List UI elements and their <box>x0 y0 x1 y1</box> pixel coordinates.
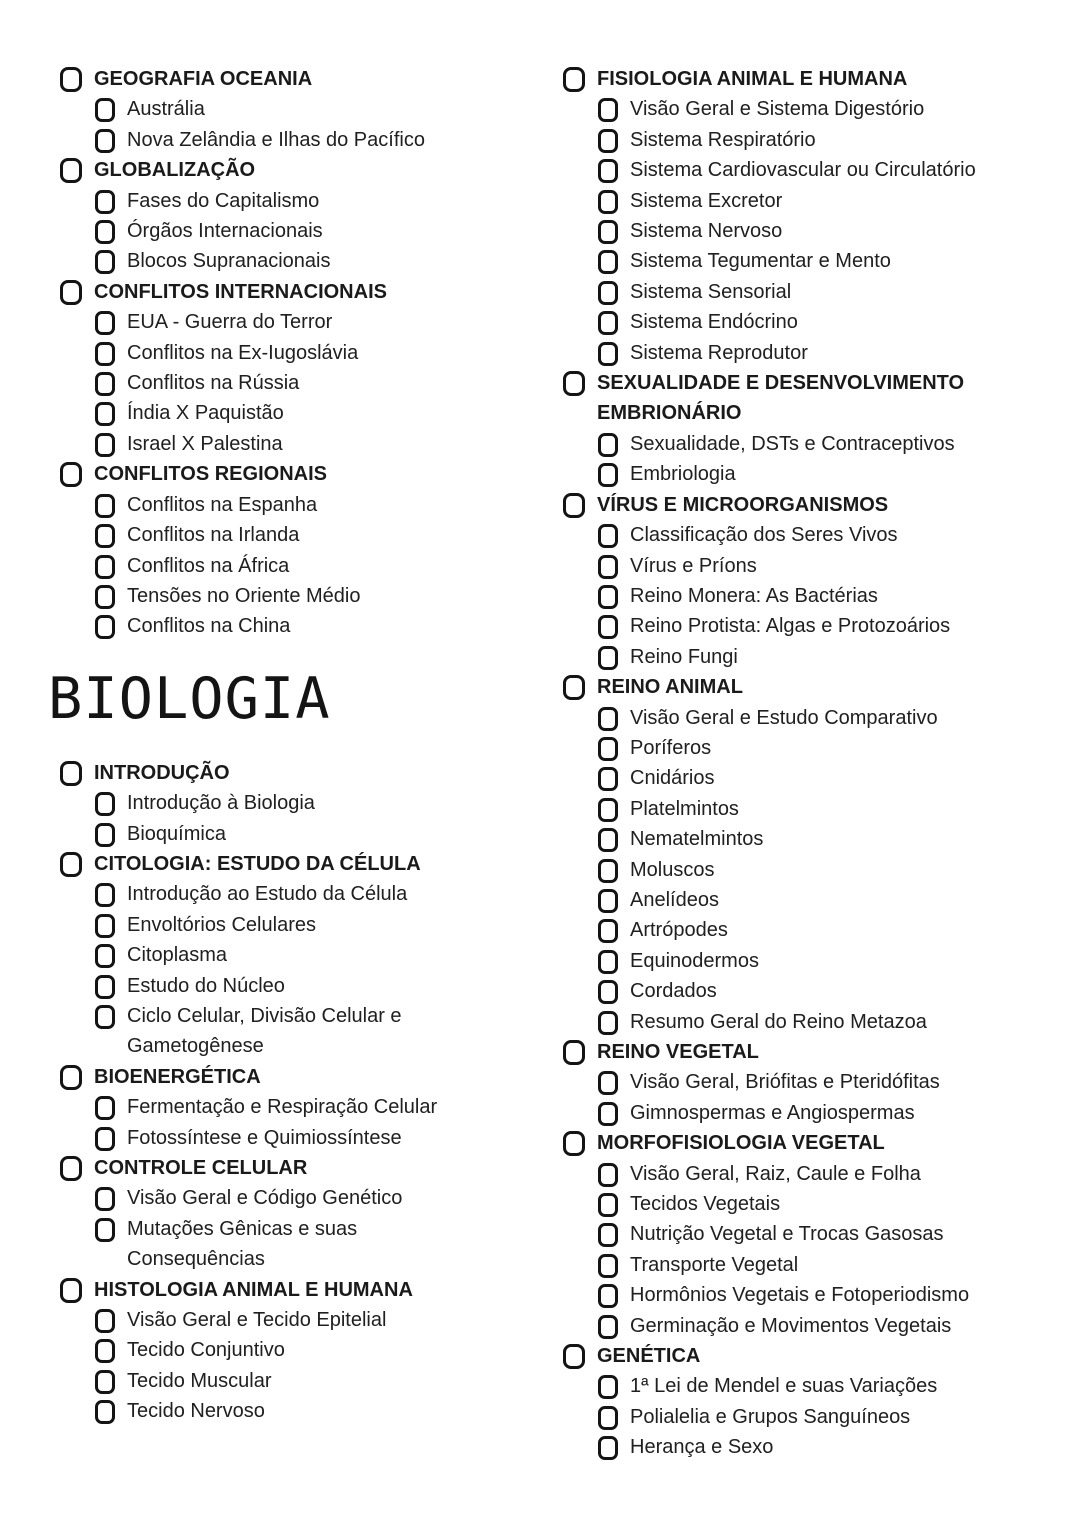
checkbox-unchecked-icon[interactable] <box>95 129 115 153</box>
topic-group-morfofisiologia-vegetal <box>563 1128 1052 1341</box>
topic-group-conflitos-regionais <box>60 459 563 641</box>
checklist-item-label: Tecido Muscular <box>127 1369 272 1392</box>
checkbox-unchecked-icon[interactable] <box>95 433 115 457</box>
group-title: BIOENERGÉTICA <box>94 1065 261 1088</box>
checkbox-unchecked-icon[interactable] <box>95 1005 115 1029</box>
checklist-item-row <box>563 1098 1052 1128</box>
checkbox-unchecked-icon[interactable] <box>95 250 115 274</box>
group-title: SEXUALIDADE E DESENVOLVIMENTO EMBRIONÁRIO <box>597 372 965 425</box>
checklist-item-row <box>60 1305 563 1335</box>
checklist-item-row <box>563 611 1052 641</box>
checklist-item-row <box>563 581 1052 611</box>
checkbox-unchecked-icon[interactable] <box>598 859 618 883</box>
topic-group-bioenergetica <box>60 1062 563 1153</box>
checklist-item-label: Sexualidade, DSTs e Contraceptivos <box>630 432 955 455</box>
checklist-item-row <box>60 186 563 216</box>
checkbox-unchecked-icon[interactable] <box>95 342 115 366</box>
topic-group-introducao <box>60 758 563 849</box>
checklist-item-label: Resumo Geral do Reino Metazoa <box>630 1010 927 1033</box>
checkbox-unchecked-icon[interactable] <box>598 250 618 274</box>
checklist-item-label: Conflitos na Irlanda <box>127 524 300 547</box>
checklist-item-label: Germinação e Movimentos Vegetais <box>630 1314 952 1337</box>
checkbox-unchecked-icon[interactable] <box>598 1071 618 1095</box>
checklist-item-row <box>563 459 1052 489</box>
checkbox-unchecked-icon[interactable] <box>598 281 618 305</box>
checkbox-unchecked-icon[interactable] <box>60 761 82 786</box>
checklist-item-row <box>563 885 1052 915</box>
checkbox-unchecked-icon[interactable] <box>598 707 618 731</box>
checklist-item-row <box>60 520 563 550</box>
checkbox-unchecked-icon[interactable] <box>95 98 115 122</box>
checkbox-unchecked-icon[interactable] <box>598 1011 618 1035</box>
checklist-item-row <box>563 125 1052 155</box>
checklist-item-row <box>563 824 1052 854</box>
checklist-item-row <box>563 246 1052 276</box>
checklist-item-row <box>563 520 1052 550</box>
checkbox-unchecked-icon[interactable] <box>95 190 115 214</box>
checkbox-unchecked-icon[interactable] <box>95 524 115 548</box>
checklist-column-right <box>563 64 1052 1526</box>
checkbox-unchecked-icon[interactable] <box>95 1400 115 1424</box>
checklist-item-row <box>563 216 1052 246</box>
group-title-row <box>563 64 1052 94</box>
checklist-item-label: Conflitos na Rússia <box>127 372 300 395</box>
group-title-row <box>563 490 1052 520</box>
checkbox-unchecked-icon[interactable] <box>598 646 618 670</box>
checklist-item-label: Fases do Capitalismo <box>127 189 320 212</box>
checklist-item-label: EUA - Guerra do Terror <box>127 311 333 334</box>
checkbox-unchecked-icon[interactable] <box>95 311 115 335</box>
topic-group-geografia-oceania <box>60 64 563 155</box>
checklist-item-label: Equinodermos <box>630 949 759 972</box>
checkbox-unchecked-icon[interactable] <box>598 342 618 366</box>
checklist-item-row <box>60 1366 563 1396</box>
checklist-item-label: Mutações Gênicas e suas Consequências <box>127 1217 358 1271</box>
checklist-item-row <box>60 216 563 246</box>
checklist-item-row <box>563 186 1052 216</box>
group-title-row <box>60 155 563 185</box>
topic-group-virus-e-microorganismos <box>563 490 1052 672</box>
checklist-item-row <box>60 1001 563 1062</box>
checkbox-unchecked-icon[interactable] <box>598 463 618 487</box>
checkbox-unchecked-icon[interactable] <box>598 524 618 548</box>
group-title: INTRODUÇÃO <box>94 761 230 784</box>
checkbox-unchecked-icon[interactable] <box>95 1127 115 1151</box>
checkbox-unchecked-icon[interactable] <box>598 220 618 244</box>
group-title-row <box>563 1128 1052 1158</box>
group-title-row <box>60 758 563 788</box>
checkbox-unchecked-icon[interactable] <box>598 767 618 791</box>
checklist-item-row <box>60 1092 563 1122</box>
checkbox-unchecked-icon[interactable] <box>598 1102 618 1126</box>
checkbox-unchecked-icon[interactable] <box>60 1278 82 1303</box>
group-title: GLOBALIZAÇÃO <box>94 159 256 182</box>
checkbox-unchecked-icon[interactable] <box>598 889 618 913</box>
checklist-item-row <box>563 1159 1052 1189</box>
group-title: CITOLOGIA: ESTUDO DA CÉLULA <box>94 852 421 875</box>
checklist-item-label: Hormônios Vegetais e Fotoperiodismo <box>630 1284 970 1307</box>
checklist-item-label: Gimnospermas e Angiospermas <box>630 1101 915 1124</box>
checklist-item-label: Nova Zelândia e Ilhas do Pacífico <box>127 128 425 151</box>
checkbox-unchecked-icon[interactable] <box>60 1065 82 1090</box>
group-title: FISIOLOGIA ANIMAL E HUMANA <box>597 68 908 90</box>
checkbox-unchecked-icon[interactable] <box>95 1309 115 1333</box>
group-title-row <box>60 1062 563 1092</box>
checklist-item-label: Tecidos Vegetais <box>630 1193 781 1216</box>
checklist-item-row <box>60 94 563 124</box>
group-title: CONTROLE CELULAR <box>94 1157 308 1179</box>
checkbox-unchecked-icon[interactable] <box>598 950 618 974</box>
checkbox-unchecked-icon[interactable] <box>598 615 618 639</box>
checklist-item-row <box>563 1402 1052 1432</box>
checklist-item-row <box>563 1007 1052 1037</box>
checklist-item-label: Visão Geral e Estudo Comparativo <box>630 706 938 729</box>
group-title: GENÉTICA <box>597 1345 701 1368</box>
checklist-item-row <box>60 490 563 520</box>
checklist-item-label: Ciclo Celular, Divisão Celular e Gametogênese <box>127 1004 402 1058</box>
checkbox-unchecked-icon[interactable] <box>563 1344 585 1369</box>
checklist-item-row <box>60 1396 563 1426</box>
checklist-item-label: Sistema Endócrino <box>630 311 798 334</box>
checklist-item-label: Vírus e Príons <box>630 554 757 577</box>
checkbox-unchecked-icon[interactable] <box>598 1315 618 1339</box>
checklist-item-label: Anelídeos <box>630 888 719 911</box>
checkbox-unchecked-icon[interactable] <box>60 1156 82 1181</box>
checkbox-unchecked-icon[interactable] <box>598 1406 618 1430</box>
checklist-item-label: Sistema Excretor <box>630 189 783 212</box>
checkbox-unchecked-icon[interactable] <box>598 1436 618 1460</box>
checklist-item-row <box>60 246 563 276</box>
checkbox-unchecked-icon[interactable] <box>95 823 115 847</box>
checkbox-unchecked-icon[interactable] <box>598 159 618 183</box>
checkbox-unchecked-icon[interactable] <box>95 944 115 968</box>
checkbox-unchecked-icon[interactable] <box>95 555 115 579</box>
checklist-item-label: Transporte Vegetal <box>630 1253 799 1276</box>
checkbox-unchecked-icon[interactable] <box>95 883 115 907</box>
checklist-item-row <box>563 1067 1052 1097</box>
checkbox-unchecked-icon[interactable] <box>598 555 618 579</box>
group-title: REINO VEGETAL <box>597 1041 759 1063</box>
checkbox-unchecked-icon[interactable] <box>60 852 82 877</box>
group-title-row <box>60 849 563 879</box>
topic-group-citologia-estudo-da-celula <box>60 849 563 1062</box>
checklist-item-row <box>563 277 1052 307</box>
checklist-item-label: Cordados <box>630 980 717 1003</box>
group-title-row <box>563 368 1052 429</box>
checkbox-unchecked-icon[interactable] <box>95 792 115 816</box>
checklist-item-label: Reino Fungi <box>630 645 738 668</box>
checkbox-unchecked-icon[interactable] <box>563 1131 585 1156</box>
checklist-item-label: Sistema Tegumentar e Mento <box>630 250 891 273</box>
checklist-item-label: Índia X Paquistão <box>127 402 284 425</box>
checklist-item-row <box>563 642 1052 672</box>
checkbox-unchecked-icon[interactable] <box>598 1163 618 1187</box>
checkbox-unchecked-icon[interactable] <box>60 158 82 183</box>
checkbox-unchecked-icon[interactable] <box>95 494 115 518</box>
checklist-item-row <box>60 819 563 849</box>
checklist-item-row <box>60 581 563 611</box>
checkbox-unchecked-icon[interactable] <box>598 737 618 761</box>
topic-group-reino-animal <box>563 672 1052 1037</box>
checklist-item-row <box>563 794 1052 824</box>
group-title: MORFOFISIOLOGIA VEGETAL <box>597 1132 885 1155</box>
checklist-item-row <box>563 733 1052 763</box>
checklist-item-row <box>60 971 563 1001</box>
checklist-item-row <box>60 1335 563 1365</box>
checklist-item-row <box>60 1123 563 1153</box>
checklist-item-label: Nutrição Vegetal e Trocas Gasosas <box>630 1223 944 1246</box>
checklist-item-label: Bioquímica <box>127 822 226 845</box>
checklist-item-row <box>60 879 563 909</box>
checklist-item-label: Visão Geral, Raiz, Caule e Folha <box>630 1162 921 1185</box>
checklist-item-row <box>563 976 1052 1006</box>
checklist-item-row <box>563 946 1052 976</box>
checkbox-unchecked-icon[interactable] <box>598 919 618 943</box>
checklist-item-row <box>563 551 1052 581</box>
checkbox-unchecked-icon[interactable] <box>563 493 585 518</box>
checkbox-unchecked-icon[interactable] <box>95 1370 115 1394</box>
group-title-row <box>60 277 563 307</box>
checkbox-unchecked-icon[interactable] <box>95 914 115 938</box>
checkbox-unchecked-icon[interactable] <box>598 980 618 1004</box>
checkbox-unchecked-icon[interactable] <box>598 798 618 822</box>
checklist-item-row <box>563 703 1052 733</box>
checklist-item-label: Tecido Conjuntivo <box>127 1339 285 1362</box>
checklist-item-label: Conflitos na Espanha <box>127 493 318 516</box>
checklist-item-row <box>60 551 563 581</box>
checkbox-unchecked-icon[interactable] <box>598 98 618 122</box>
checklist-item-row <box>60 338 563 368</box>
checkbox-unchecked-icon[interactable] <box>598 1223 618 1247</box>
group-title-row <box>60 1153 563 1183</box>
checklist-item-row <box>563 915 1052 945</box>
checklist-item-label: Sistema Sensorial <box>630 280 792 303</box>
checkbox-unchecked-icon[interactable] <box>563 371 585 396</box>
checklist-item-row <box>563 1250 1052 1280</box>
checklist-item-label: Sistema Respiratório <box>630 128 816 151</box>
checkbox-unchecked-icon[interactable] <box>563 675 585 700</box>
group-title-row <box>563 672 1052 702</box>
checklist-item-row <box>60 398 563 428</box>
checklist-item-label: Embriologia <box>630 463 736 486</box>
checklist-item-row <box>563 1311 1052 1341</box>
checklist-item-row <box>563 855 1052 885</box>
checklist-item-label: Conflitos na África <box>127 554 290 577</box>
checkbox-unchecked-icon[interactable] <box>598 828 618 852</box>
topic-group-genetica <box>563 1341 1052 1463</box>
topic-group-controle-celular <box>60 1153 563 1275</box>
checkbox-unchecked-icon[interactable] <box>598 129 618 153</box>
checklist-item-label: Polialelia e Grupos Sanguíneos <box>630 1405 911 1428</box>
checklist-item-label: Conflitos na Ex-Iugoslávia <box>127 341 359 364</box>
checklist-item-label: Órgãos Internacionais <box>127 220 323 243</box>
checklist-item-label: Fotossíntese e Quimiossíntese <box>127 1126 402 1149</box>
section-heading-biologia: BIOLOGIA <box>48 665 331 732</box>
checklist-item-row <box>60 125 563 155</box>
group-title: HISTOLOGIA ANIMAL E HUMANA <box>94 1278 413 1301</box>
checklist-item-label: Reino Protista: Algas e Protozoários <box>630 615 951 638</box>
checkbox-unchecked-icon[interactable] <box>60 280 82 305</box>
checklist-item-label: Visão Geral e Código Genético <box>127 1187 403 1210</box>
group-title-row <box>60 64 563 94</box>
group-title: GEOGRAFIA OCEANIA <box>94 68 313 90</box>
checklist-item-row <box>60 1214 563 1275</box>
checklist-item-label: Fermentação e Respiração Celular <box>127 1096 438 1119</box>
checklist-column-left <box>48 64 563 1526</box>
checklist-item-label: Blocos Supranacionais <box>127 250 331 273</box>
group-title-row <box>563 1341 1052 1371</box>
checklist-item-label: Herança e Sexo <box>630 1436 774 1459</box>
group-title: CONFLITOS INTERNACIONAIS <box>94 280 387 303</box>
checklist-item-label: Israel X Palestina <box>127 432 283 455</box>
checklist-item-row <box>60 368 563 398</box>
checklist-item-label: Visão Geral e Sistema Digestório <box>630 98 925 121</box>
checklist-item-row <box>563 1432 1052 1462</box>
checklist-item-row <box>60 910 563 940</box>
checklist-item-label: Artrópodes <box>630 919 728 942</box>
checklist-item-label: Nematelmintos <box>630 828 764 851</box>
checkbox-unchecked-icon[interactable] <box>60 67 82 92</box>
checkbox-unchecked-icon[interactable] <box>95 585 115 609</box>
checklist-item-label: Citoplasma <box>127 944 228 967</box>
checklist-item-row <box>563 338 1052 368</box>
checklist-item-label: Visão Geral e Tecido Epitelial <box>127 1309 387 1332</box>
checklist-item-label: Sistema Reprodutor <box>630 341 808 364</box>
checklist-item-row <box>563 429 1052 459</box>
topic-group-histologia-animal-e-humana <box>60 1275 563 1427</box>
checkbox-unchecked-icon[interactable] <box>60 462 82 487</box>
checklist-item-label: Estudo do Núcleo <box>127 974 285 997</box>
checklist-item-label: Moluscos <box>630 858 715 881</box>
checkbox-unchecked-icon[interactable] <box>95 1218 115 1242</box>
checklist-item-label: Sistema Cardiovascular ou Circulatório <box>630 159 976 182</box>
checklist-item-label: Austrália <box>127 98 205 121</box>
checkbox-unchecked-icon[interactable] <box>598 585 618 609</box>
checklist-item-row <box>60 940 563 970</box>
checklist-item-row <box>60 307 563 337</box>
checklist-item-label: Introdução à Biologia <box>127 792 315 815</box>
checklist-item-row <box>563 763 1052 793</box>
checkbox-unchecked-icon[interactable] <box>598 311 618 335</box>
checklist-item-label: Envoltórios Celulares <box>127 913 316 936</box>
checklist-item-row <box>563 1219 1052 1249</box>
checklist-item-label: Poríferos <box>630 736 712 759</box>
checklist-item-label: Cnidários <box>630 767 715 790</box>
checklist-item-row <box>563 1371 1052 1401</box>
checklist-item-row <box>60 429 563 459</box>
checklist-item-label: Tecido Nervoso <box>127 1400 265 1423</box>
group-title: REINO ANIMAL <box>597 676 743 699</box>
group-title: CONFLITOS REGIONAIS <box>94 463 327 486</box>
checkbox-unchecked-icon[interactable] <box>95 615 115 639</box>
checklist-item-row <box>563 1189 1052 1219</box>
checklist-item-label: Tensões no Oriente Médio <box>127 584 361 607</box>
checklist-item-label: Sistema Nervoso <box>630 220 783 243</box>
checklist-item-label: Classificação dos Seres Vivos <box>630 524 898 547</box>
checkbox-unchecked-icon[interactable] <box>95 1096 115 1120</box>
checklist-item-row <box>563 94 1052 124</box>
checkbox-unchecked-icon[interactable] <box>95 220 115 244</box>
checkbox-unchecked-icon[interactable] <box>95 402 115 426</box>
checklist-item-row <box>60 1183 563 1213</box>
checkbox-unchecked-icon[interactable] <box>95 975 115 999</box>
topic-group-globalizacao <box>60 155 563 277</box>
checkbox-unchecked-icon[interactable] <box>598 1284 618 1308</box>
checklist-item-label: Introdução ao Estudo da Célula <box>127 883 408 906</box>
group-title-row <box>563 1037 1052 1067</box>
checklist-item-label: Visão Geral, Briófitas e Pteridófitas <box>630 1071 940 1094</box>
topic-group-sexualidade-e-desenvolvimento-embrionari <box>563 368 1052 490</box>
group-title-row <box>60 459 563 489</box>
checkbox-unchecked-icon[interactable] <box>598 1254 618 1278</box>
checkbox-unchecked-icon[interactable] <box>598 1375 618 1399</box>
checkbox-unchecked-icon[interactable] <box>598 1193 618 1217</box>
group-title-row <box>60 1275 563 1305</box>
checklist-item-row <box>60 611 563 641</box>
topic-group-reino-vegetal <box>563 1037 1052 1128</box>
checklist-item-row <box>563 307 1052 337</box>
checklist-item-row <box>563 1280 1052 1310</box>
checklist-item-row <box>563 155 1052 185</box>
checklist-item-row <box>60 788 563 818</box>
checkbox-unchecked-icon[interactable] <box>95 1339 115 1363</box>
checklist-item-label: Platelmintos <box>630 797 739 820</box>
checkbox-unchecked-icon[interactable] <box>95 372 115 396</box>
checkbox-unchecked-icon[interactable] <box>563 1040 585 1065</box>
topic-group-conflitos-internacionais <box>60 277 563 459</box>
checklist-item-label: 1ª Lei de Mendel e suas Variações <box>630 1375 938 1398</box>
checklist-item-label: Conflitos na China <box>127 615 291 638</box>
checkbox-unchecked-icon[interactable] <box>95 1187 115 1211</box>
checkbox-unchecked-icon[interactable] <box>598 433 618 457</box>
group-title: VÍRUS E MICROORGANISMOS <box>597 493 889 516</box>
checkbox-unchecked-icon[interactable] <box>598 190 618 214</box>
checklist-item-label: Reino Monera: As Bactérias <box>630 584 878 607</box>
topic-group-fisiologia-animal-e-humana <box>563 64 1052 368</box>
checkbox-unchecked-icon[interactable] <box>563 67 585 92</box>
